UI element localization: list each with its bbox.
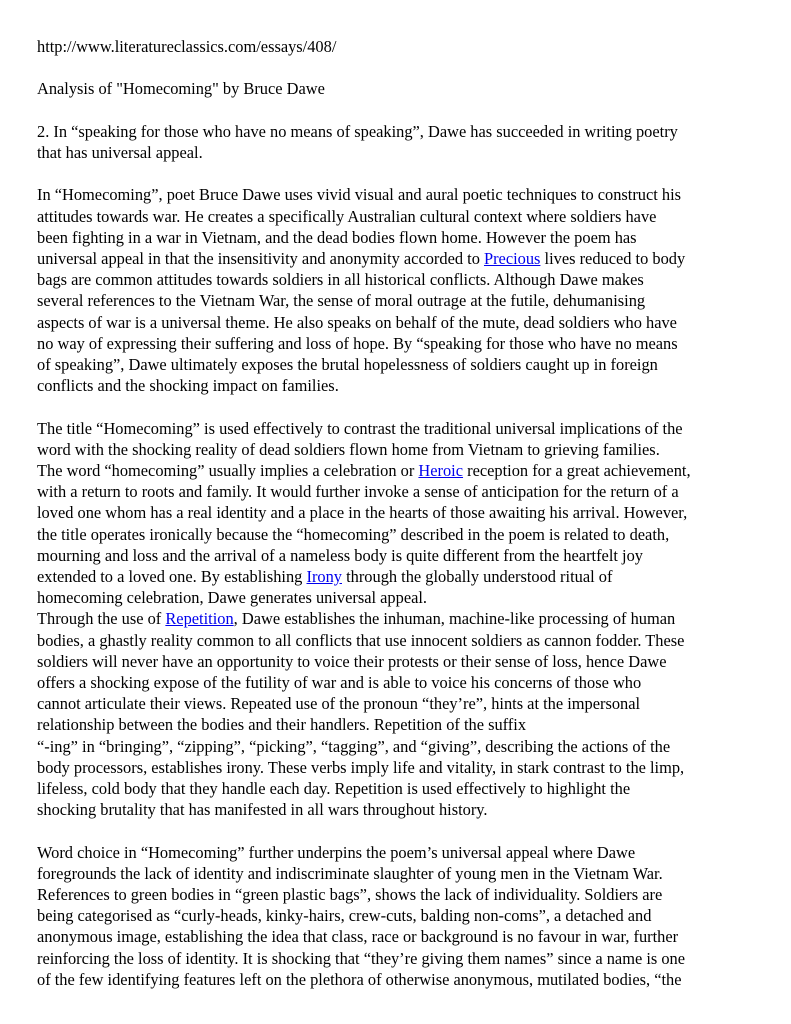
source-url: http://www.literatureclassics.com/essays/408/	[37, 37, 337, 56]
question-line: that has universal appeal.	[37, 142, 203, 162]
paragraph	[37, 418, 761, 821]
spacer	[37, 820, 761, 841]
paragraph-line: loved one whom has a real identity and a place in the hearts of those awaiting his arrival. However,	[37, 503, 688, 523]
paragraph-line: reinforcing the loss of identity. It is shocking that “they’re giving them names” since a name is one	[37, 948, 686, 968]
paragraph	[37, 842, 761, 990]
paragraph-line: mourning and loss and the arrival of a nameless body is quite different from the heartfelt joy	[37, 545, 643, 565]
paragraph-line: bodies, a ghastly reality common to all conflicts that use innocent soldiers as cannon fodder. These	[37, 630, 685, 650]
document-page	[37, 36, 761, 990]
paragraph-line: soldiers will never have an opportunity to voice their protests or their sense of loss, hence Dawe	[37, 651, 667, 671]
paragraph-line: anonymous image, establishing the idea that class, race or background is no favour in war, further	[37, 927, 679, 947]
paragraph-line: bags are common attitudes towards soldiers in all historical conflicts. Although Dawe makes	[37, 270, 644, 290]
paragraph-line: attitudes towards war. He creates a specifically Australian cultural context where soldiers have	[37, 206, 657, 226]
paragraph-line: of speaking”, Dawe ultimately exposes the brutal hopelessness of soldiers caught up in foreign	[37, 355, 658, 374]
essay-body	[37, 184, 761, 990]
paragraph-line: offers a shocking expose of the futility of war and is able to voice his concerns of those who	[37, 673, 642, 693]
spacer	[37, 396, 761, 417]
paragraph-line: word with the shocking reality of dead soldiers flown home from Vietnam to grieving families.	[37, 439, 660, 459]
paragraph-line: foregrounds the lack of identity and indiscriminate slaughter of young men in the Vietnam War.	[37, 863, 663, 883]
paragraph-line: “-ing” in “bringing”, “zipping”, “picking”, “tagging”, and “giving”, describing the actions of the	[37, 736, 671, 756]
link-repetition[interactable]: Repetition	[165, 609, 234, 629]
question-line: 2. In “speaking for those who have no means of speaking”, Dawe has succeeded in writing poetry	[37, 121, 678, 141]
link-irony[interactable]: Irony	[306, 567, 342, 587]
paragraph-line: lifeless, cold body that they handle each day. Repetition is used effectively to highlight the	[37, 779, 631, 799]
paragraph-line: no way of expressing their suffering and loss of hope. By “speaking for those who have no means	[37, 333, 678, 353]
paragraph-line: relationship between the bodies and their handlers. Repetition of the suffix	[37, 715, 527, 735]
paragraph-line: being categorised as “curly-heads, kinky-hairs, crew-cuts, balding non-coms”, a detached and	[37, 906, 652, 926]
paragraph-line: Word choice in “Homecoming” further underpins the poem’s universal appeal where Dawe	[37, 842, 636, 862]
paragraph-line: extended to a loved one. By establishing Irony through the globally understood ritual of	[37, 567, 613, 587]
essay-question	[37, 121, 761, 163]
link-precious[interactable]: Precious	[483, 248, 541, 268]
paragraph-line: aspects of war is a universal theme. He also speaks on behalf of the mute, dead soldiers who have	[37, 312, 677, 332]
paragraph-line: References to green bodies in “green plastic bags”, shows the lack of individuality. Soldiers are	[37, 885, 663, 905]
paragraph-line: In “Homecoming”, poet Bruce Dawe uses vivid visual and aural poetic techniques to construct his	[37, 185, 682, 205]
paragraph	[37, 184, 761, 396]
paragraph-line: with a return to roots and family. It would further invoke a sense of anticipation for the return of a	[37, 482, 679, 502]
paragraph-line: The word “homecoming” usually implies a celebration or Heroic reception for a great achievement,	[37, 461, 691, 480]
paragraph-line: universal appeal in that the insensitivity and anonymity accorded to Precious lives reduced to body	[37, 248, 686, 268]
link-heroic[interactable]: Heroic	[418, 461, 464, 480]
paragraph-line: body processors, establishes irony. These verbs imply life and vitality, in stark contrast to the limp,	[37, 757, 685, 777]
paragraph-line: cannot articulate their views. Repeated use of the pronoun “they’re”, hints at the impersonal	[37, 694, 641, 714]
paragraph-line: the title operates ironically because the “homecoming” described in the poem is related to death,	[37, 524, 670, 544]
paragraph-line: Through the use of Repetition, Dawe establishes the inhuman, machine-like processing of human	[37, 609, 676, 629]
paragraph-line: homecoming celebration, Dawe generates universal appeal.	[37, 588, 428, 608]
paragraph-line: several references to the Vietnam War, the sense of moral outrage at the futile, dehumanising	[37, 291, 646, 311]
paragraph-line: been fighting in a war in Vietnam, and the dead bodies flown home. However the poem has	[37, 227, 637, 247]
paragraph-line: of the few identifying features left on the plethora of otherwise anonymous, mutilated bodies, “the	[37, 969, 682, 989]
spacer	[37, 57, 761, 78]
essay-title: Analysis of "Homecoming" by Bruce Dawe	[37, 79, 325, 99]
paragraph-line: The title “Homecoming” is used effectively to contrast the traditional universal implications of the	[37, 418, 683, 438]
paragraph-line: shocking brutality that has manifested in all wars throughout history.	[37, 800, 488, 820]
spacer	[37, 163, 761, 184]
spacer	[37, 100, 761, 121]
paragraph-line: conflicts and the shocking impact on families.	[37, 376, 339, 396]
